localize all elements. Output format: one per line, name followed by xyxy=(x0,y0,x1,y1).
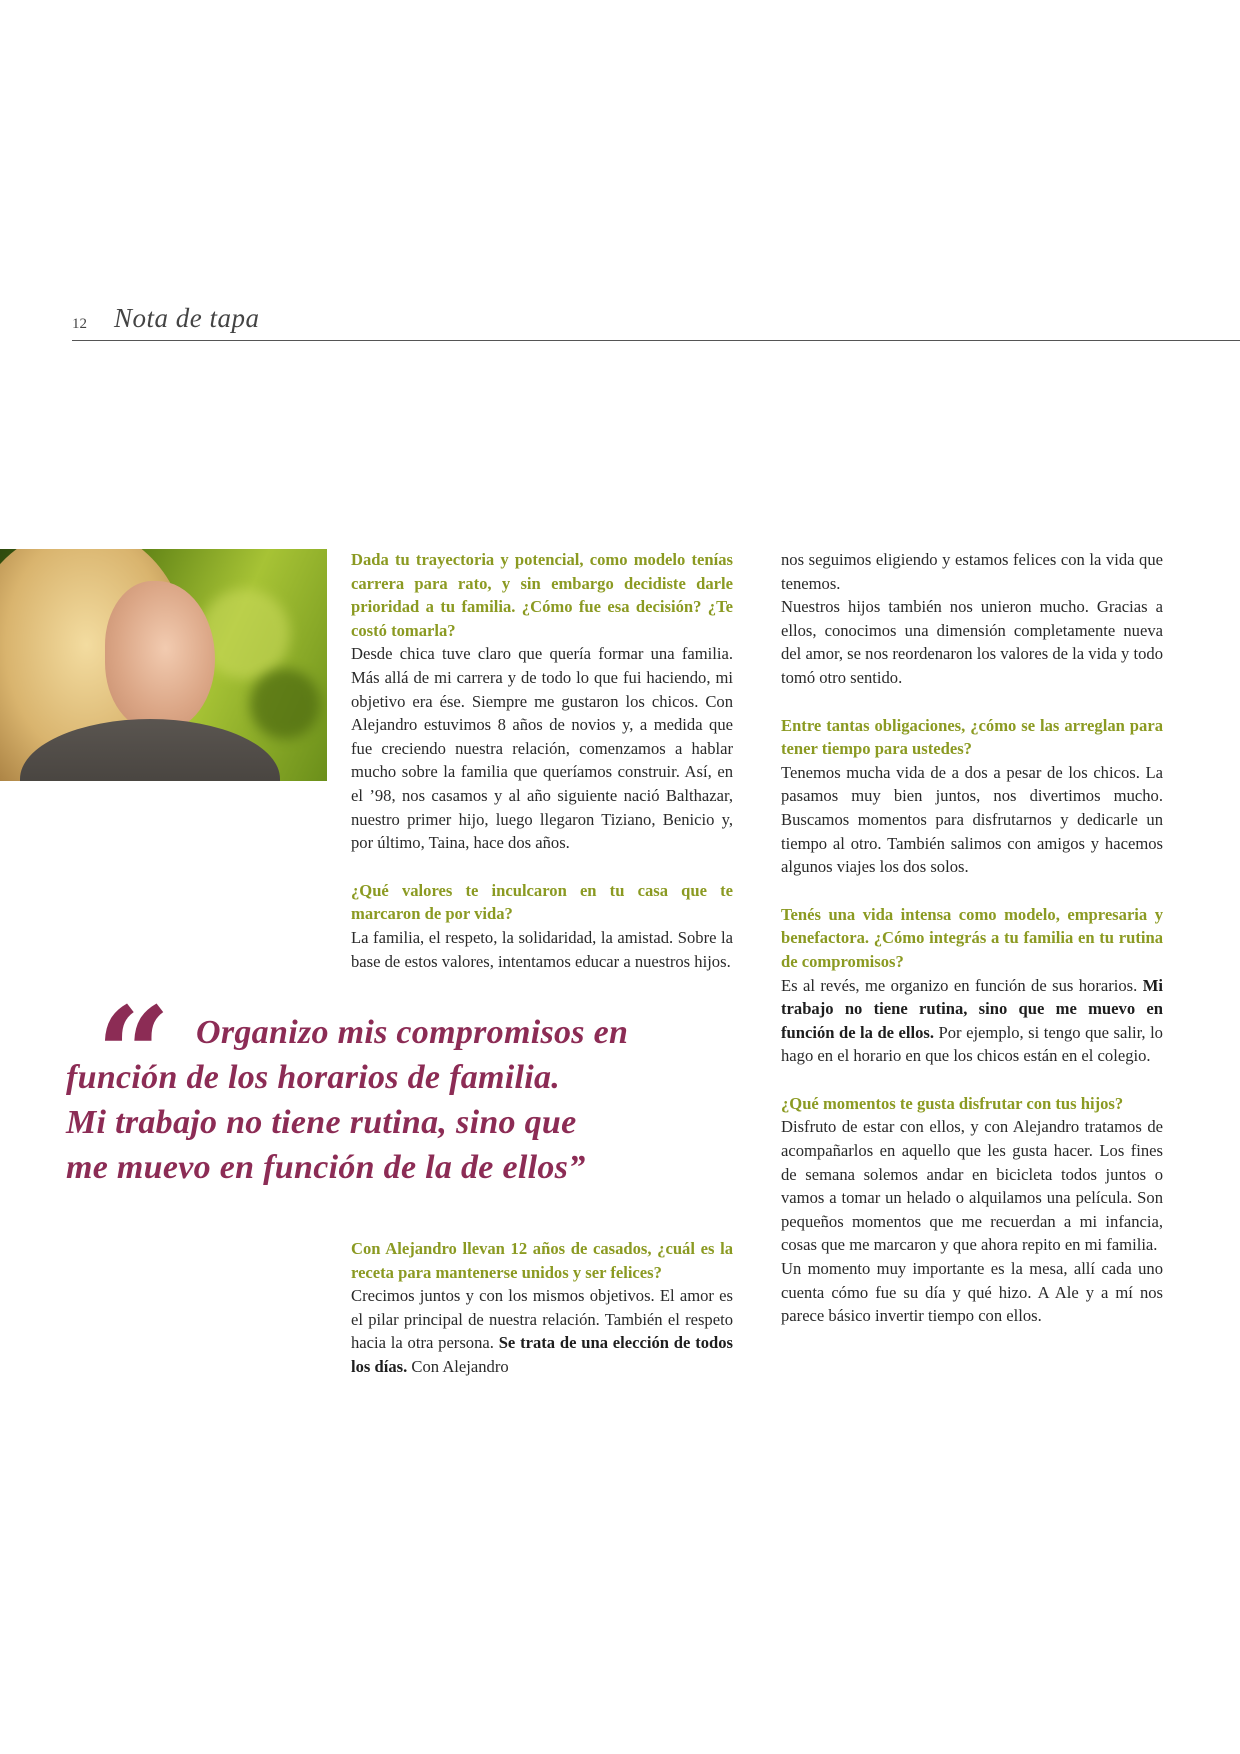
answer: La familia, el respeto, la solidaridad, la amistad. Sobre la base de estos valores, intentamos educar a nuestros hijos. xyxy=(351,927,733,971)
pull-quote-line: Organizo mis compromisos en xyxy=(196,1014,629,1051)
question: Tenés una vida intensa como modelo, empresaria y benefactora. ¿Cómo integrás a tu familia en tu rutina de compromisos? xyxy=(781,904,1163,971)
page-number: 12 xyxy=(72,316,87,332)
pull-quote-line: función de los horarios de familia. xyxy=(66,1059,561,1096)
question: ¿Qué momentos te gusta disfrutar con tus hijos? xyxy=(781,1093,1124,1113)
answer xyxy=(781,974,1163,1068)
answer: Tenemos mucha vida de a dos a pesar de los chicos. La pasamos muy bien juntos, nos divertimos mucho. Buscamos momentos para disfrutarnos y dedicarle un tiempo al otro. También salimos con amigos y hacemos algunos viajes los dos solos. xyxy=(781,762,1163,877)
page-header xyxy=(72,300,1240,344)
answer-text: Es al revés, me organizo en función de sus horarios. xyxy=(781,975,1138,995)
answer xyxy=(351,1284,733,1378)
column-left-top xyxy=(351,548,733,997)
header-rule xyxy=(72,340,1240,341)
answer-text: Con Alejandro xyxy=(411,1356,509,1376)
section-title: Nota de tapa xyxy=(114,303,260,333)
pull-quote-line: me muevo en función de la de ellos” xyxy=(66,1149,586,1186)
question: Entre tantas obligaciones, ¿cómo se las arreglan para tener tiempo para ustedes? xyxy=(781,715,1163,759)
question: Dada tu trayectoria y potencial, como modelo tenías carrera para rato, y sin embargo decidiste darle prioridad a tu familia. ¿Cómo fue esa decisión? ¿Te costó tomarla? xyxy=(351,550,733,640)
answer: Desde chica tuve claro que quería formar una familia. Más allá de mi carrera y de todo lo que fui haciendo, mi objetivo era ése. Siempre me gustaron los chicos. Con Alejandro estuvimos 8 años de novios y, a medida que fue creciendo nuestra relación, comenzamos a hablar mucho sobre la familia que queríamos construir. Así, en el ’98, nos casamos y al año siguiente nació Balthazar, nuestro primer hijo, luego llegaron Tiziano, Benicio y, por último, Taina, hace dos años. xyxy=(351,644,733,853)
answer-text: Por ejemplo, si tengo que salir, lo hago en el horario en que los chicos están en el colegio. xyxy=(781,1022,1163,1066)
answer: Disfruto de estar con ellos, y con Alejandro tratamos de acompañarlos en aquello que les gusta hacer. Los fines de semana solemos andar en bicicleta todos juntos o vamos a tomar un helado o alquilamos una película. Son pequeños momentos que me recuerdan a mi infancia, cosas que me marcaron y que ahora repito en mi familia. xyxy=(781,1117,1163,1255)
pull-quote xyxy=(66,978,726,1190)
column-right xyxy=(781,548,1163,1328)
question: ¿Qué valores te inculcaron en tu casa que te marcaron de por vida? xyxy=(351,880,733,924)
answer-continued: nos seguimos eligiendo y estamos felices con la vida que tenemos. xyxy=(781,550,1163,593)
answer-bold: Se trata de una elección de todos los días. xyxy=(351,1333,733,1376)
column-left-bottom xyxy=(351,1237,733,1403)
answer-continued: Nuestros hijos también nos unieron mucho. Gracias a ellos, conocimos una dimensión completamente nueva del amor, se nos reordenaron los valores de la vida y todo tomó otro sentido. xyxy=(781,597,1163,687)
question: Con Alejandro llevan 12 años de casados, ¿cuál es la receta para mantenerse unidos y ser felices? xyxy=(351,1239,733,1282)
answer: Un momento muy importante es la mesa, allí cada uno cuenta cómo fue su día y qué hizo. A Ale y a mí nos parece básico invertir tiempo con ellos. xyxy=(781,1259,1163,1326)
portrait-photo xyxy=(0,549,327,781)
pull-quote-line: Mi trabajo no tiene rutina, sino que xyxy=(66,1104,577,1141)
quote-mark: “ xyxy=(96,978,171,1131)
portrait-face xyxy=(105,581,215,731)
answer-bold: Mi trabajo no tiene rutina, sino que me muevo en función de la de ellos. xyxy=(781,975,1163,1042)
answer-text: Crecimos juntos y con los mismos objetivos. El amor es el pilar principal de nuestra relación. También el respeto hacia la otra persona. xyxy=(351,1286,733,1353)
